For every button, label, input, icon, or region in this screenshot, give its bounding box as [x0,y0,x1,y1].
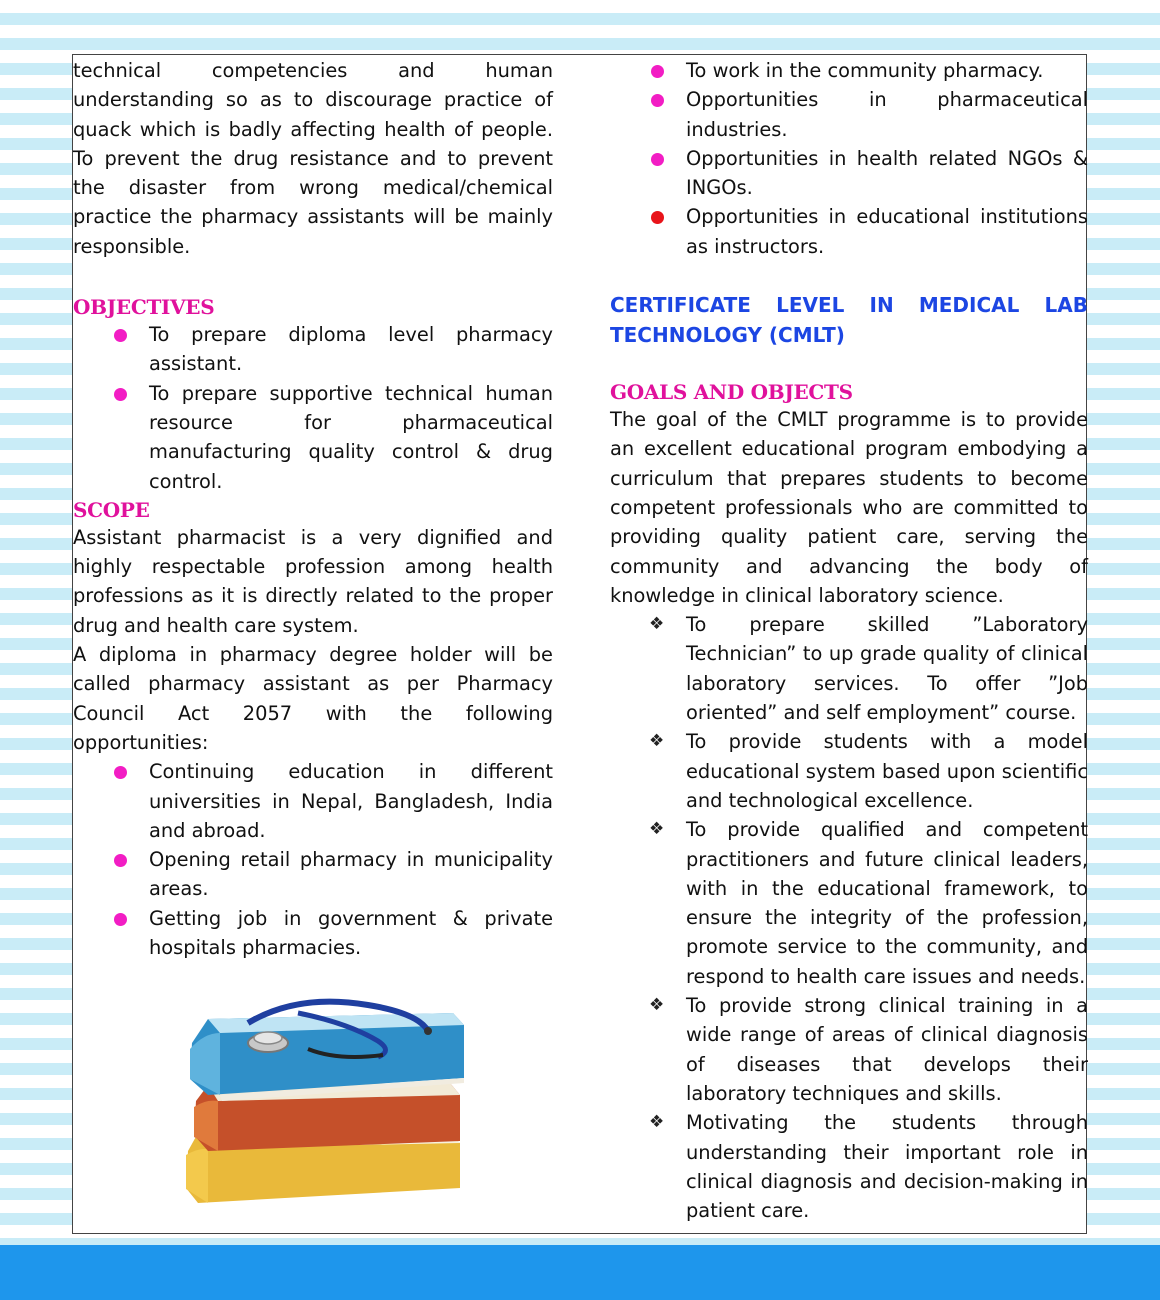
opportunity-item [686,56,1088,85]
opportunity-item [149,845,553,904]
goal-text: To prepare skilled ”Laboratory Technician” to up grade quality of clinical laboratory services. To offer ”Job oriented” and self employment” course. [686,613,1088,725]
goal-item [649,610,1088,727]
goal-item [649,991,1088,1108]
objective-item [149,320,553,379]
goal-item [649,815,1088,991]
diamond-bullet-icon: ❖ [649,1112,665,1133]
opportunity-text: Continuing education in different universities in Nepal, Bangladesh, India and abroad. [149,760,553,842]
opportunity-item [686,85,1088,144]
diamond-bullet-icon: ❖ [649,731,665,752]
scope-heading: SCOPE [73,497,150,522]
diamond-bullet-icon: ❖ [649,995,665,1016]
left-column [73,55,553,962]
books-with-stethoscope-icon [178,983,468,1213]
bullet-dot-icon [114,388,127,401]
goal-item [649,727,1088,815]
goal-text: To provide strong clinical training in a wide range of areas of clinical diagnosis of diseases that develops their laboratory techniques and skills. [686,994,1088,1105]
content-panel [72,54,1087,1234]
opportunity-text: Getting job in government & private hospitals pharmacies. [149,906,553,960]
bullet-dot-icon [651,94,664,107]
goal-text: To provide students with a model educational system based upon scientific and technological excellence. [686,730,1088,812]
objectives-list [73,320,553,496]
scope-paragraph-2: A diploma in pharmacy degree holder will be called pharmacy assistant as per Pharmacy Council Act 2057 with the following opportunities: [73,643,553,754]
goals-list [610,610,1088,1225]
opportunity-item [149,757,553,845]
objective-item [149,379,553,496]
bullet-dot-icon [651,211,664,224]
bullet-dot-icon [651,153,664,166]
opportunity-item [686,144,1088,203]
goal-paragraph: The goal of the CMLT programme is to provide an excellent educational program embodying a curriculum that prepares students to become competent professionals who are committed to providing quality patient care, serving the community and advancing the body of knowledge in clinical laboratory science. [610,408,1088,607]
goal-text: To provide qualified and competent practitioners and future clinical leaders, with in the educational framework, to ensure the integrity of the profession, promote service to the community, and respond to health care issues and needs. [686,818,1088,988]
diamond-bullet-icon: ❖ [649,819,665,840]
bullet-dot-icon [114,329,127,342]
objectives-heading: OBJECTIVES [73,295,215,320]
bullet-dot-icon [114,913,127,926]
bullet-dot-icon [114,854,127,867]
bullet-dot-icon [651,65,664,78]
opportunity-text: Opening retail pharmacy in municipality areas. [149,848,553,901]
opportunity-item [149,904,553,963]
objective-text: To prepare diploma level pharmacy assistant. [149,323,553,376]
goals-heading: GOALS AND OBJECTS [610,380,853,405]
right-column [610,55,1088,1225]
intro-paragraph: technical competencies and human understanding so as to discourage practice of quack which is badly affecting health of people. To prevent the drug resistance and to prevent the disaster from wrong medical/chemical practice the pharmacy assistants will be mainly responsible. [73,59,553,258]
scope-paragraph: Assistant pharmacist is a very dignified and highly respectable profession among health professions as it is directly related to the proper drug and health care system. [73,525,553,637]
cmlt-heading: CERTIFICATE LEVEL IN MEDICAL LAB TECHNOLOGY (CMLT) [610,293,1088,348]
footer-bar [0,1245,1160,1300]
goal-item [649,1108,1088,1225]
diamond-bullet-icon: ❖ [649,614,665,635]
opportunity-text: Opportunities in health related NGOs & INGOs. [686,146,1088,200]
objective-text: To prepare supportive technical human resource for pharmaceutical manufacturing quality control & drug control. [149,381,553,493]
opportunity-text: Opportunities in pharmaceutical industries. [686,88,1088,141]
opportunity-text: To work in the community pharmacy. [686,59,1044,82]
opportunities-list [73,757,553,962]
opportunity-text: Opportunities in educational institutions as instructors. [686,205,1088,258]
opportunity-item [686,202,1088,261]
right-opportunities-list [610,56,1088,261]
bullet-dot-icon [114,766,127,779]
goal-text: Motivating the students through understanding their important role in clinical diagnosis and decision-making in patient care. [686,1111,1088,1223]
